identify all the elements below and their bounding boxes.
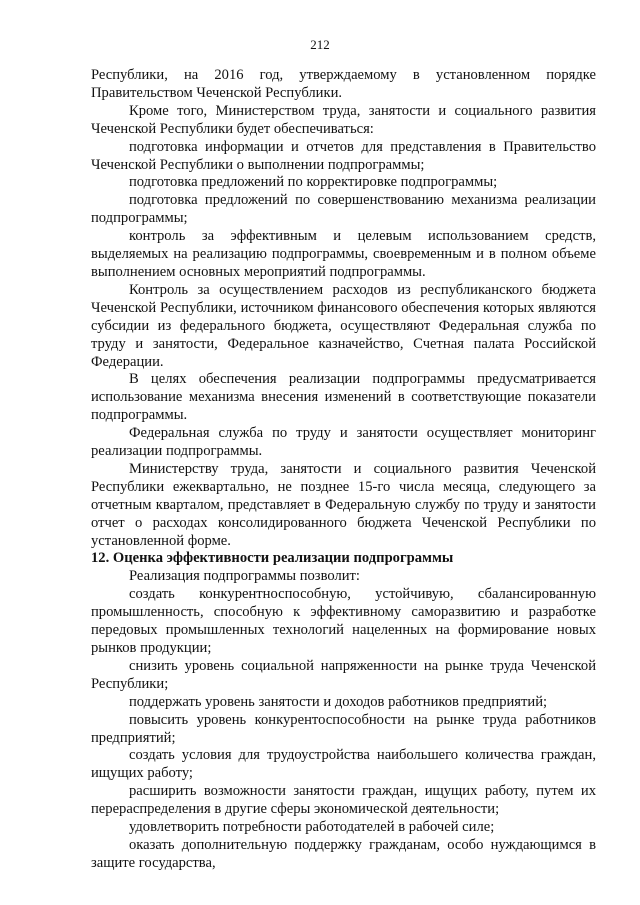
paragraph: удовлетворить потребности работодателей в рабочей силе; (129, 819, 495, 836)
document-body (91, 67, 596, 873)
paragraph: Федеральная служба по труду и занятости осуществляет мониторинг реализации подпрограммы. (91, 425, 596, 460)
paragraph: подготовка предложений по корректировке подпрограммы; (129, 174, 498, 191)
section-heading: 12. Оценка эффективности реализации подпрограммы (91, 550, 454, 567)
paragraph: расширить возможности занятости граждан, ищущих работу, путем их перераспределения в другие сферы экономической деятельности; (91, 783, 596, 818)
paragraph: повысить уровень конкурентоспособности на рынке труда работников предприятий; (91, 711, 596, 746)
paragraph: снизить уровень социальной напряженности на рынке труда Чеченской Республики; (91, 657, 596, 692)
paragraph: поддержать уровень занятости и доходов работников предприятий; (129, 693, 548, 710)
paragraph: Республики, на 2016 год, утверждаемому в установленном порядке Правительством Чеченской Республики. (91, 67, 596, 101)
paragraph: В целях обеспечения реализации подпрограммы предусматривается использование механизма внесения изменений в соответствующие показатели подпрограммы. (91, 371, 596, 424)
paragraph: Кроме того, Министерством труда, занятости и социального развития Чеченской Республики будет обеспечиваться: (91, 102, 596, 137)
paragraph: Реализация подпрограммы позволит: (129, 568, 360, 585)
paragraph: контроль за эффективным и целевым использованием средств, выделяемых на реализацию подпрограммы, своевременным и в полном объеме выполнением основных мероприятий подпрограммы. (91, 228, 596, 280)
paragraph: создать конкурентноспособную, устойчивую, сбалансированную промышленность, способную к эффективному саморазвитию и разработке передовых промышленных технологий нацеленных на формирование новых рынков продукции; (91, 586, 596, 656)
page-number: 212 (310, 37, 330, 52)
paragraph: Министерству труда, занятости и социального развития Чеченской Республики ежеквартально, не позднее 15-го числа месяца, следующего за отчетным кварталом, представляет в Федеральную службу по труду и занятости отчет о расходах консолидированного бюджета Чеченской Республики по установленной форме. (91, 460, 596, 549)
paragraph: оказать дополнительную поддержку гражданам, особо нуждающимся в защите государства, (91, 836, 596, 871)
paragraph: подготовка информации и отчетов для представления в Правительство Чеченской Республики о выполнении подпрограммы; (91, 138, 596, 173)
paragraph: подготовка предложений по совершенствованию механизма реализации подпрограммы; (91, 192, 596, 227)
paragraph: создать условия для трудоустройства наибольшего количества граждан, ищущих работу; (91, 747, 596, 782)
paragraph: Контроль за осуществлением расходов из республиканского бюджета Чеченской Республики, источником финансового обеспечения которых являются субсидии из федерального бюджета, осуществляют Федеральная служба по труду и занятости, Федеральное казначейство, Счетная палата Российской Федерации. (91, 281, 596, 370)
